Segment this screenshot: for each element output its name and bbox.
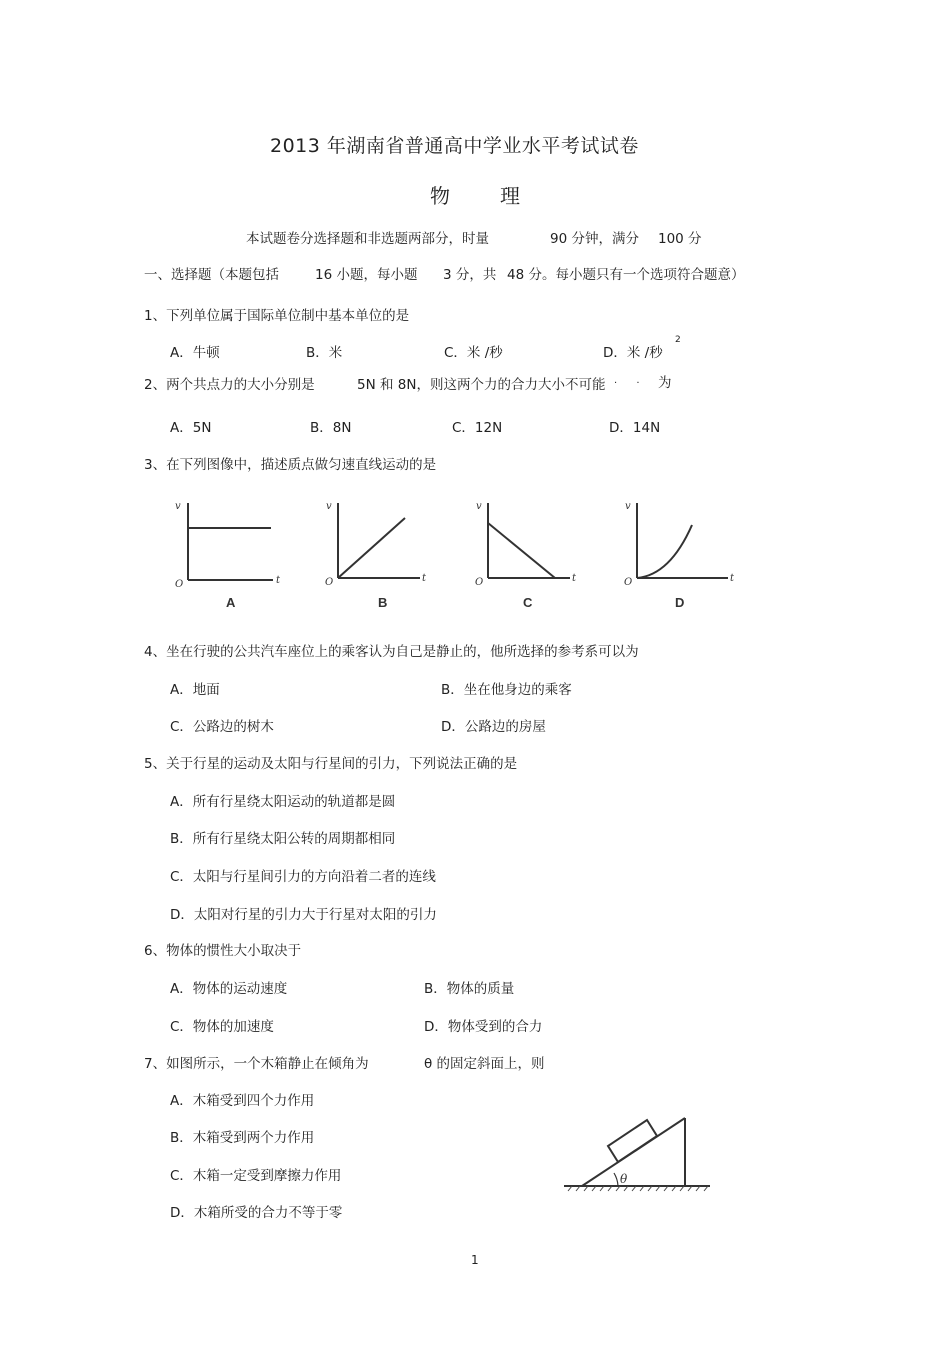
graph-b-origin: O bbox=[325, 577, 334, 588]
intro-part-2: 90 分钟，满分 bbox=[550, 231, 639, 247]
angle-arc bbox=[614, 1173, 618, 1186]
graph-b-v-label: v bbox=[326, 501, 332, 512]
q2-option-a: A．5N bbox=[170, 420, 212, 436]
q3-stem: 3、在下列图像中，描述质点做匀速直线运动的是 bbox=[144, 457, 437, 473]
q1-option-a: A．牛顿 bbox=[170, 345, 220, 361]
section-heading-3: 3 分，共 bbox=[443, 267, 497, 283]
q3-graph-c bbox=[470, 495, 580, 615]
graph-a-t-label: t bbox=[276, 575, 281, 586]
wooden-box bbox=[608, 1120, 657, 1162]
q4-stem: 4、坐在行驶的公共汽车座位上的乘客认为自己是静止的，他所选择的参考系可以为 bbox=[144, 644, 639, 660]
q5-stem: 5、关于行星的运动及太阳与行星间的引力，下列说法正确的是 bbox=[144, 756, 518, 772]
q5-option-a: A．所有行星绕太阳运动的轨道都是圆 bbox=[170, 794, 396, 810]
graph-b-caption: B bbox=[378, 595, 388, 610]
q7-option-c: C．木箱一定受到摩擦力作用 bbox=[170, 1168, 342, 1184]
graph-a-caption: A bbox=[226, 595, 236, 610]
incline-diagram bbox=[560, 1110, 720, 1200]
q4-option-a: A．地面 bbox=[170, 682, 220, 698]
q2-option-d: D．14N bbox=[609, 420, 661, 436]
angle-label: θ bbox=[620, 1172, 628, 1186]
graph-c-line bbox=[488, 523, 555, 578]
q1-option-c: C．米 /秒 bbox=[444, 345, 503, 361]
graph-d-origin: O bbox=[624, 577, 633, 588]
q2-stem-3: 为 bbox=[658, 375, 672, 391]
section-heading-2: 16 小题，每小题 bbox=[315, 267, 418, 283]
q5-option-c: C．太阳与行星间引力的方向沿着二者的连线 bbox=[170, 869, 436, 885]
q2-option-b: B．8N bbox=[310, 420, 352, 436]
graph-c-origin: O bbox=[475, 577, 484, 588]
graph-b-line bbox=[338, 518, 405, 578]
section-heading-4: 48 分。每小题只有一个选项符合题意） bbox=[507, 267, 745, 283]
q1-stem: 1、下列单位属于国际单位制中基本单位的是 bbox=[144, 308, 410, 324]
intro-part-3: 100 分 bbox=[658, 231, 702, 247]
q4-option-d: D．公路边的房屋 bbox=[441, 719, 546, 735]
q4-option-c: C．公路边的树木 bbox=[170, 719, 274, 735]
q2-stem-2: 5N 和 8N，则这两个力的合力大小不可能 bbox=[357, 377, 606, 393]
q6-option-a: A．物体的运动速度 bbox=[170, 981, 288, 997]
graph-d-curve bbox=[637, 525, 692, 578]
q7-stem-2: θ 的固定斜面上，则 bbox=[424, 1056, 545, 1072]
q3-graph-d bbox=[620, 495, 740, 615]
q5-option-d: D．太阳对行星的引力大于行星对太阳的引力 bbox=[170, 907, 437, 923]
q6-option-c: C．物体的加速度 bbox=[170, 1019, 274, 1035]
q4-option-b: B．坐在他身边的乘客 bbox=[441, 682, 572, 698]
graph-d-caption: D bbox=[675, 595, 685, 610]
q7-option-a: A．木箱受到四个力作用 bbox=[170, 1093, 315, 1109]
intro-part-1: 本试题卷分选择题和非选题两部分，时量 bbox=[246, 231, 489, 247]
graph-a-v-label: v bbox=[175, 501, 181, 512]
q2-stem-1: 2、两个共点力的大小分别是 bbox=[144, 377, 315, 393]
section-heading-1: 一、选择题（本题包括 bbox=[144, 267, 279, 283]
q2-emphasis-dots: · · bbox=[614, 378, 648, 389]
q1-option-d: D．米 /秒 bbox=[603, 345, 663, 361]
exam-title: 2013 年湖南省普通高中学业水平考试试卷 bbox=[270, 135, 639, 157]
graph-c-t-label: t bbox=[572, 573, 577, 584]
q7-stem-1: 7、如图所示，一个木箱静止在倾角为 bbox=[144, 1056, 369, 1072]
graph-c-v-label: v bbox=[476, 501, 482, 512]
q6-option-b: B．物体的质量 bbox=[424, 981, 515, 997]
q1-option-d-exponent: 2 bbox=[675, 335, 681, 345]
q7-option-b: B．木箱受到两个力作用 bbox=[170, 1130, 315, 1146]
q3-graph-a bbox=[168, 495, 281, 615]
graph-d-t-label: t bbox=[730, 573, 735, 584]
q7-option-d: D．木箱所受的合力不等于零 bbox=[170, 1205, 343, 1221]
q3-graph-b bbox=[320, 495, 430, 615]
page-number: 1 bbox=[471, 1253, 479, 1267]
q6-option-d: D．物体受到的合力 bbox=[424, 1019, 543, 1035]
graph-d-v-label: v bbox=[625, 501, 631, 512]
graph-c-caption: C bbox=[523, 595, 533, 610]
graph-b-t-label: t bbox=[422, 573, 427, 584]
q6-stem: 6、物体的惯性大小取决于 bbox=[144, 943, 302, 959]
q5-option-b: B．所有行星绕太阳公转的周期都相同 bbox=[170, 831, 396, 847]
q1-option-b: B．米 bbox=[306, 345, 343, 361]
subject-char-2: 理 bbox=[500, 184, 521, 208]
subject-char-1: 物 bbox=[430, 184, 451, 208]
q2-option-c: C．12N bbox=[452, 420, 503, 436]
graph-a-origin: O bbox=[175, 579, 184, 590]
